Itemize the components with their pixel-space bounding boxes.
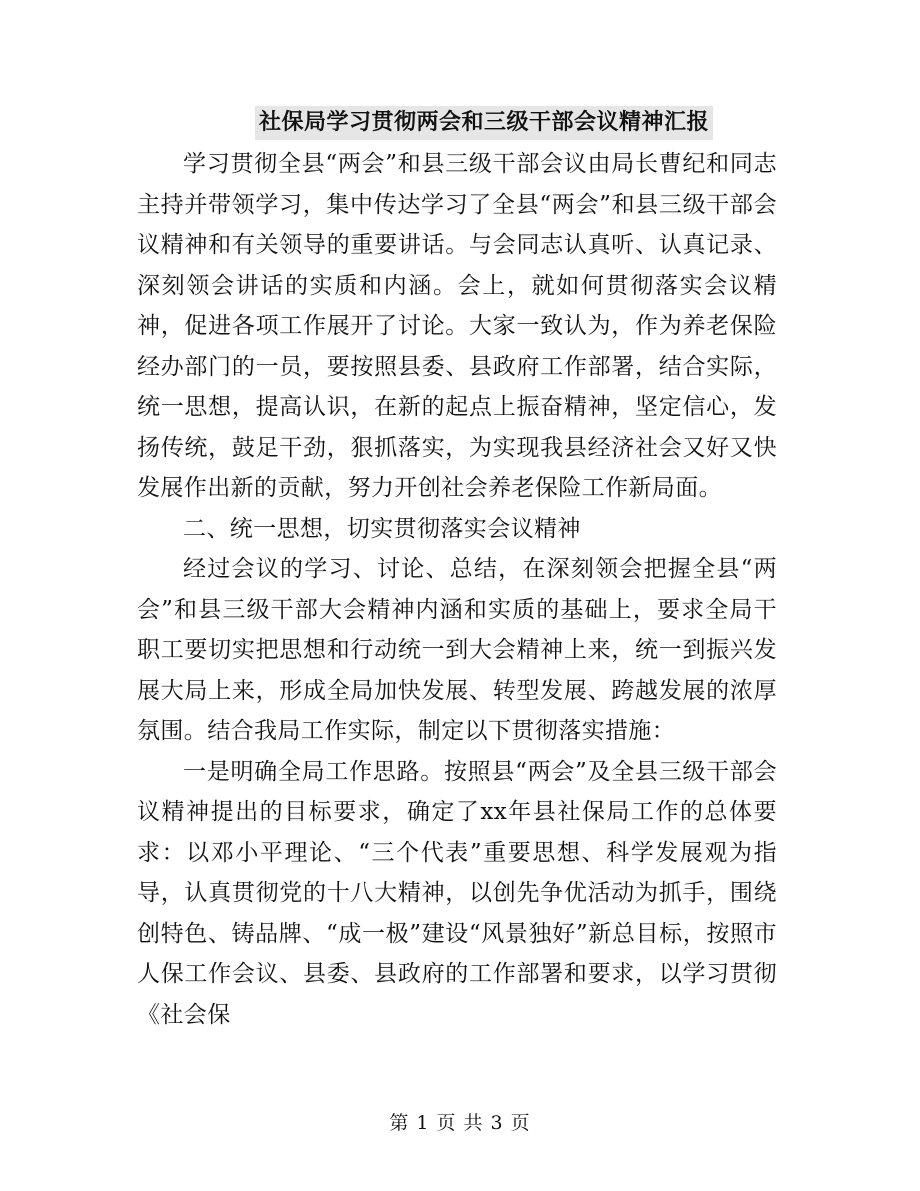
document-title-text: 社保局学习贯彻两会和三级干部会议精神汇报 — [255, 106, 713, 140]
paragraph-2: 经过会议的学习、讨论、总结，在深刻领会把握全县“两会”和县三级干部大会精神内涵和实质的基础上，要求全局干职工要切实把思想和行动统一到大会精神上来，统一到振兴发展大局上来，形成全局加快发展、转型发展、跨越发展的浓厚氛围。结合我局工作实际，制定以下贯彻落实措施： — [137, 556, 777, 744]
page-number-footer: 第 1 页 共 3 页 — [389, 1112, 531, 1134]
paragraph-3: 一是明确全局工作思路。按照县“两会”及全县三级干部会议精神提出的目标要求，确定了xx年县社保局工作的总体要求：以邓小平理论、“三个代表”重要思想、科学发展观为指导，认真贯彻党的十八大精神，以创先争优活动为抓手，围绕创特色、铸品牌、“成一极”建设“风景独好”新总目标，按照市人保工作会议、县委、县政府的工作部署和要求，以学习贯彻《社会保 — [137, 758, 777, 1028]
document-body — [137, 144, 777, 1035]
section-heading: 二、统一思想，切实贯彻落实会议精神 — [183, 515, 581, 542]
document-title — [0, 106, 920, 140]
paragraph-1: 学习贯彻全县“两会”和县三级干部会议由局长曹纪和同志主持并带领学习，集中传达学习了全县“两会”和县三级干部会议精神和有关领导的重要讲话。与会同志认真听、认真记录、深刻领会讲话的实质和内涵。会上，就如何贯彻落实会议精神，促进各项工作展开了讨论。大家一致认为，作为养老保险经办部门的一员，要按照县委、县政府工作部署，结合实际，统一思想，提高认识，在新的起点上振奋精神，坚定信心，发扬传统，鼓足干劲，狠抓落实，为实现我县经济社会又好又快发展作出新的贡献，努力开创社会养老保险工作新局面。 — [137, 151, 777, 501]
